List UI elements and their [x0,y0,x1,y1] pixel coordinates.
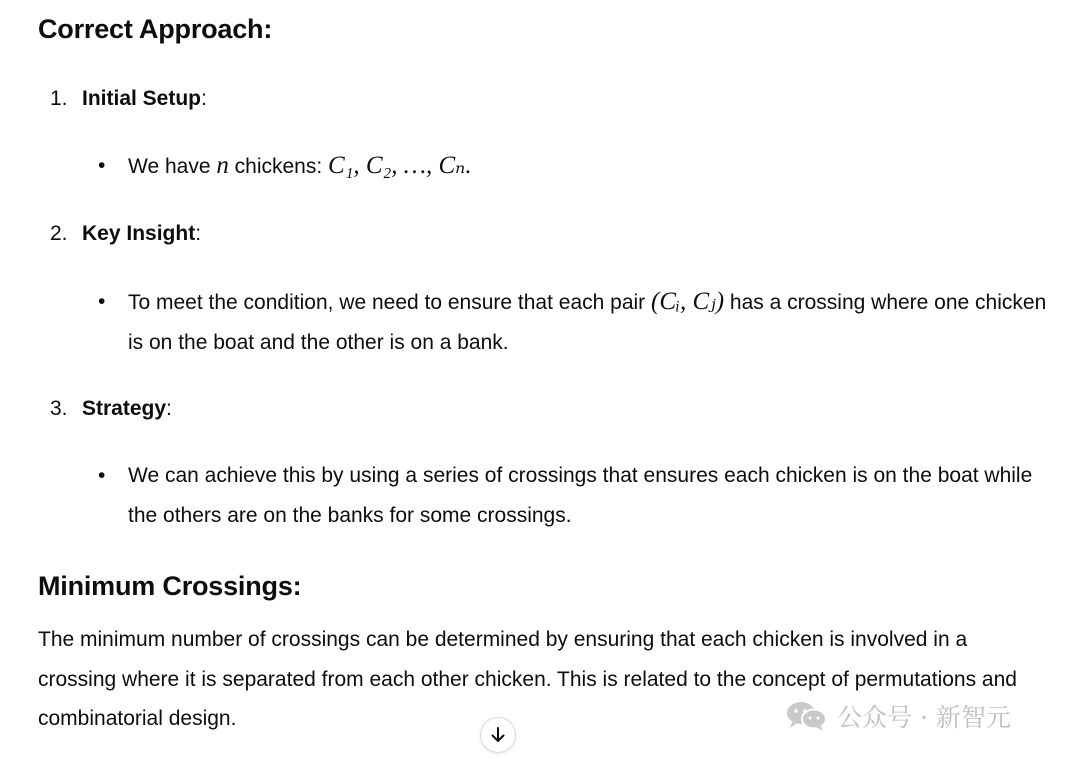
arrow-down-icon [488,725,508,745]
step-number: 1. [50,87,68,110]
wechat-icon [785,700,829,732]
step-suffix: : [201,87,207,110]
bullet-strategy [98,456,1058,536]
step-initial-setup [50,84,207,114]
watermark-text: 公众号 · 新智元 [837,703,1011,732]
step-title: Key Insight [82,222,196,245]
step-key-insight [50,219,201,249]
bullet-dot: • [98,464,106,487]
step-suffix: : [195,222,202,245]
math-pair: (Cᵢ, Cⱼ) [651,288,725,315]
heading-correct-approach: Correct Approach: [38,14,273,44]
bullet-text [128,282,1058,363]
step-strategy [50,394,172,424]
bullet-text-prefix: We have [128,155,217,178]
watermark [785,698,1011,734]
paragraph-minimum-crossings: The minimum number of crossings can be determined by ensuring that each chicken is involved in a crossing where it is separated from each other chicken. This is related to the concept of permutations and combinatorial design. [38,628,1017,730]
math-chicken-list: C₁, C₂, …, Cₙ. [328,152,472,179]
step-title: Strategy [82,397,167,420]
heading-minimum-crossings: Minimum Crossings: [38,571,302,601]
math-n: n [216,152,229,179]
bullet-dot: • [98,154,106,177]
bullet-dot: • [98,290,106,313]
bullet-text-prefix: To meet the condition, we need to ensure that each pair [128,291,652,314]
scroll-to-bottom-button[interactable] [480,717,516,753]
step-number: 3. [50,397,68,420]
bullet-text-suffix: has a crossing where one chicken is on the boat and the other is on a bank. [128,291,1047,354]
step-suffix: : [166,397,172,420]
step-title: Initial Setup [82,87,202,110]
bullet-text [128,146,1058,187]
step-number: 2. [50,222,68,245]
bullet-text-middle: chickens: [228,155,329,178]
bullet-insight [98,282,1058,363]
bullet-text: We can achieve this by using a series of crossings that ensures each chicken is on the boat while the others are on the banks for some crossings. [128,464,1033,527]
bullet-setup [98,146,1058,187]
